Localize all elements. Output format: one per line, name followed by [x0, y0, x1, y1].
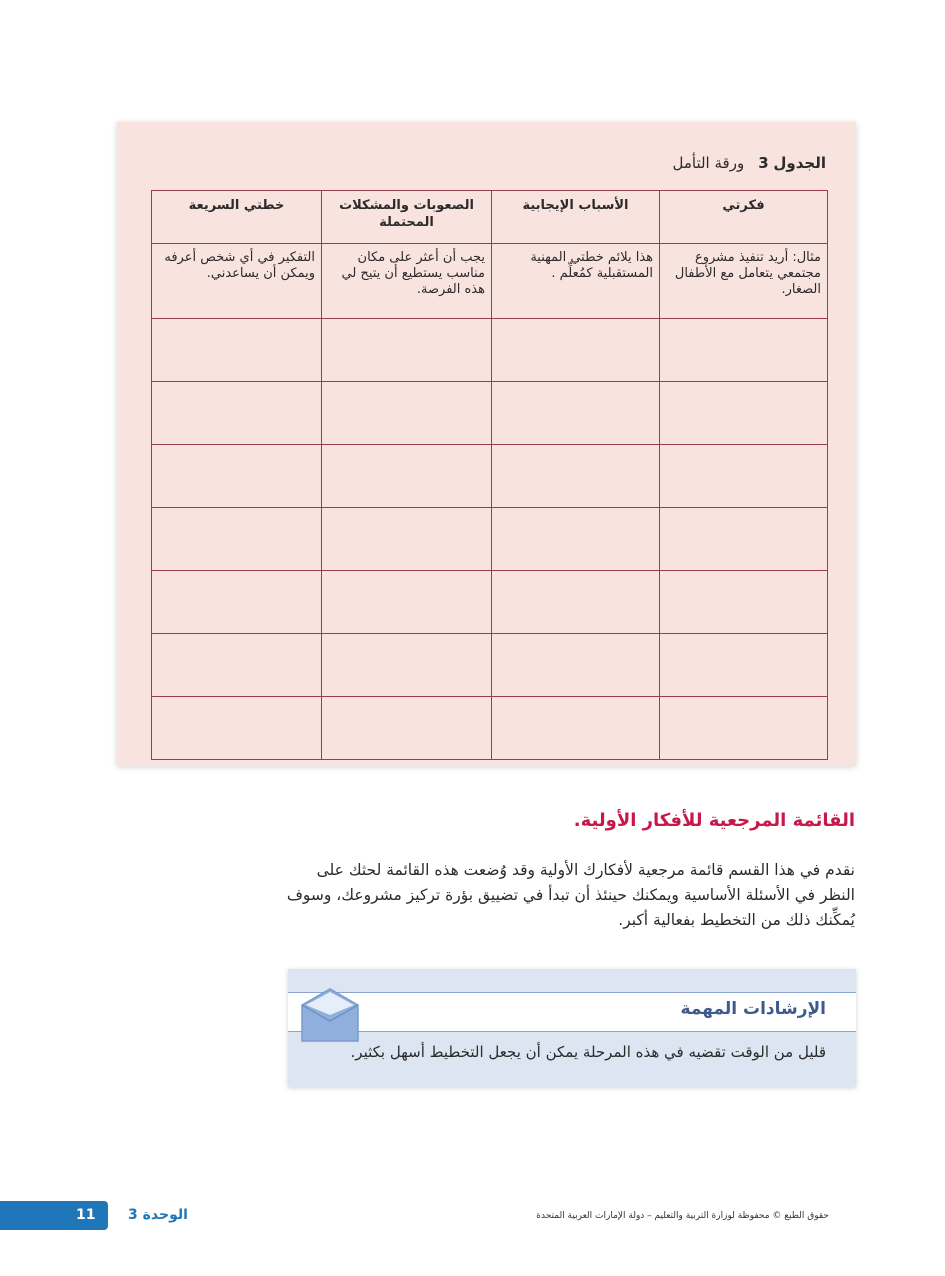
table-caption-title: ورقة التأمل — [672, 154, 745, 172]
table-cell[interactable] — [322, 319, 492, 382]
table-cell[interactable] — [492, 382, 660, 445]
tips-title: الإرشادات المهمة — [680, 999, 826, 1019]
table-cell[interactable] — [660, 697, 828, 760]
table-cell[interactable] — [492, 634, 660, 697]
table-caption-number: 3 — [758, 154, 769, 172]
table-cell[interactable] — [322, 445, 492, 508]
reflection-sheet-panel — [117, 122, 856, 766]
cell-example-reasons: هذا يلائم خطتي المهنية المستقبلية كمُعلِّم . — [492, 244, 660, 319]
tips-box — [288, 969, 856, 1087]
table-cell[interactable] — [322, 697, 492, 760]
table-cell[interactable] — [660, 445, 828, 508]
table-cell[interactable] — [152, 508, 322, 571]
table-row — [152, 319, 828, 382]
cell-example-idea: مثال: أريد تنفيذ مشروع مجتمعي يتعامل مع الأطفال الصغار. — [660, 244, 828, 319]
table-cell[interactable] — [152, 571, 322, 634]
cell-example-plan: التفكير في أي شخص أعرفه ويمكن أن يساعدني. — [152, 244, 322, 319]
table-row — [152, 697, 828, 760]
table-cell[interactable] — [322, 508, 492, 571]
table-row — [152, 571, 828, 634]
table-cell[interactable] — [492, 571, 660, 634]
header-quick-plan: خطتي السريعة — [152, 191, 322, 244]
unit-label: الوحدة 3 — [128, 1207, 188, 1223]
table-cell[interactable] — [660, 571, 828, 634]
table-row — [152, 634, 828, 697]
table-cell[interactable] — [492, 319, 660, 382]
table-cell[interactable] — [492, 697, 660, 760]
table-cell[interactable] — [152, 697, 322, 760]
table-cell[interactable] — [660, 382, 828, 445]
table-cell[interactable] — [660, 634, 828, 697]
checklist-heading: القائمة المرجعية للأفكار الأولية. — [573, 810, 855, 831]
table-caption-label: الجدول — [773, 154, 826, 172]
reflection-table — [151, 190, 828, 760]
table-cell[interactable] — [322, 634, 492, 697]
table-row-example — [152, 244, 828, 319]
table-cell[interactable] — [660, 319, 828, 382]
table-cell[interactable] — [492, 508, 660, 571]
header-positive-reasons: الأسباب الإيجابية — [492, 191, 660, 244]
table-cell[interactable] — [152, 634, 322, 697]
header-difficulties: الصعوبات والمشكلات المحتملة — [322, 191, 492, 244]
tips-text: قليل من الوقت تقضيه في هذه المرحلة يمكن أن يجعل التخطيط أسهل بكثير. — [350, 1043, 826, 1061]
table-cell[interactable] — [322, 571, 492, 634]
cell-example-difficulties: يجب أن أعثر على مكان مناسب يستطيع أن يتيح لي هذه الفرصة. — [322, 244, 492, 319]
table-row — [152, 382, 828, 445]
table-cell[interactable] — [660, 508, 828, 571]
checklist-paragraph: نقدم في هذا القسم قائمة مرجعية لأفكارك الأولية وقد وُضعت هذه القائمة لحثك على النظر في الأسئلة الأساسية ويمكنك حينئذ أن تبدأ في تضييق بؤرة تركيز مشروعك، وسوف يُمكِّنك ذلك من التخطيط بفعالية أكبر. — [286, 861, 855, 929]
table-cell[interactable] — [492, 445, 660, 508]
envelope-icon — [296, 979, 364, 1045]
copyright-note: حقوق الطبع © محفوظة لوزارة التربية والتعليم – دولة الإمارات العربية المتحدة — [536, 1211, 829, 1221]
table-cell[interactable] — [152, 382, 322, 445]
page-number: 11 — [76, 1207, 96, 1223]
table-row — [152, 445, 828, 508]
table-cell[interactable] — [152, 319, 322, 382]
table-cell[interactable] — [152, 445, 322, 508]
table-row — [152, 508, 828, 571]
table-header-row — [152, 191, 828, 244]
table-cell[interactable] — [322, 382, 492, 445]
table-caption — [672, 154, 826, 172]
header-my-idea: فكرتي — [660, 191, 828, 244]
